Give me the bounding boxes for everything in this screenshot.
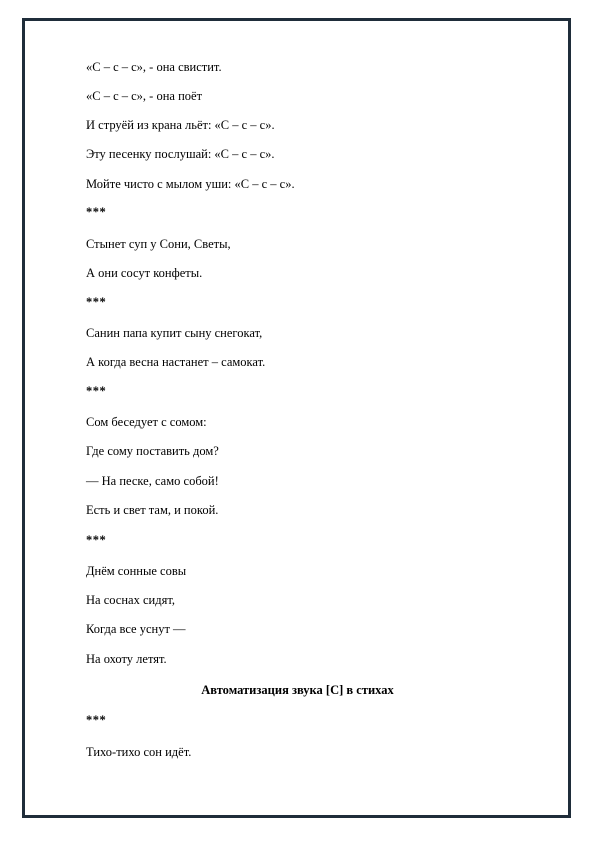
text-line: «С – с – с», - она свистит. (86, 60, 222, 74)
text-line: Когда все уснут — (86, 622, 186, 636)
stanza-separator: *** (86, 295, 107, 309)
section-heading: Автоматизация звука [С] в стихах (201, 683, 394, 697)
text-line: На соснах сидят, (86, 593, 175, 607)
stanza-separator: *** (86, 205, 107, 219)
text-line: Есть и свет там, и покой. (86, 503, 219, 517)
text-line: «С – с – с», - она поёт (86, 89, 203, 103)
text-line: А они сосут конфеты. (86, 266, 203, 280)
text-line: Санин папа купит сыну снегокат, (86, 326, 263, 340)
text-line: Днём сонные совы (86, 564, 187, 578)
text-line: Сом беседует с сомом: (86, 415, 207, 429)
stanza-separator: *** (86, 384, 107, 398)
text-line: Тихо-тихо сон идёт. (86, 745, 192, 759)
text-line: Где сому поставить дом? (86, 444, 219, 458)
text-line: Эту песенку послушай: «С – с – с». (86, 147, 275, 161)
text-line: А когда весна настанет – самокат. (86, 355, 266, 369)
text-line: На охоту летят. (86, 652, 167, 666)
text-line: И струёй из крана льёт: «С – с – с». (86, 118, 275, 132)
stanza-separator: *** (86, 713, 107, 727)
stanza-separator: *** (86, 533, 107, 547)
text-line: Стынет суп у Сони, Светы, (86, 237, 231, 251)
text-line: — На песке, само собой! (86, 474, 219, 488)
text-line: Мойте чисто с мылом уши: «С – с – с». (86, 177, 295, 191)
